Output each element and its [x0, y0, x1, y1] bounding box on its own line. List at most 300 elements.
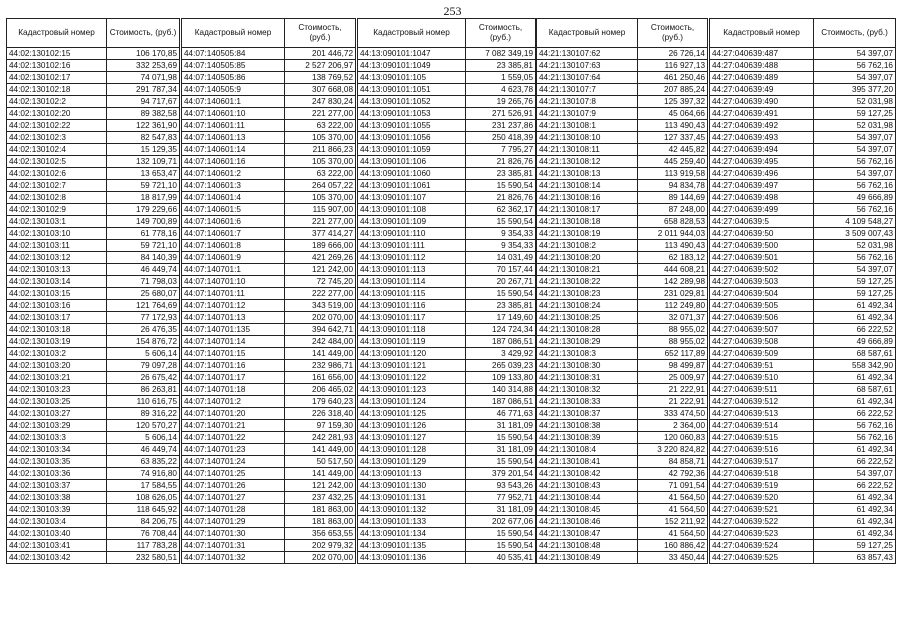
cost-value: 19 265,76	[466, 96, 536, 108]
cost-value: 88 955,02	[638, 336, 708, 348]
cadastral-number: 44:13:090101:133	[358, 516, 466, 528]
table-row	[7, 288, 180, 300]
cost-value: 222 277,00	[285, 288, 356, 300]
table-row	[182, 132, 356, 144]
table-row	[537, 96, 708, 108]
cadastral-number: 44:21:130108:13	[537, 168, 638, 180]
cost-value: 127 337,45	[638, 132, 708, 144]
table-row	[710, 492, 896, 504]
table-row	[537, 528, 708, 540]
cost-value: 56 762,16	[814, 432, 896, 444]
cadastral-number: 44:13:090101:115	[358, 288, 466, 300]
cost-value: 421 269,26	[285, 252, 356, 264]
cost-value: 93 543,26	[466, 480, 536, 492]
table-row	[358, 372, 536, 384]
table-row	[537, 480, 708, 492]
cadastral-number: 44:13:090101:1047	[358, 48, 466, 60]
cadastral-number: 44:07:140601:2	[182, 168, 285, 180]
cost-value: 202 979,32	[285, 540, 356, 552]
table-row	[7, 384, 180, 396]
cadastral-number: 44:07:140701:2	[182, 396, 285, 408]
cadastral-number: 44:27:040639:490	[710, 96, 814, 108]
cadastral-table-1	[6, 18, 180, 564]
table-row	[182, 240, 356, 252]
cadastral-number: 44:07:140701:135	[182, 324, 285, 336]
cost-value: 61 492,34	[814, 372, 896, 384]
cost-value: 77 172,93	[107, 312, 180, 324]
cost-value: 21 826,76	[466, 192, 536, 204]
table-row	[7, 516, 180, 528]
cadastral-number: 44:27:040639:493	[710, 132, 814, 144]
table-row	[358, 156, 536, 168]
cost-value: 72 745,20	[285, 276, 356, 288]
table-row	[537, 504, 708, 516]
table-row	[7, 120, 180, 132]
table-row	[537, 288, 708, 300]
cost-value: 25 009,97	[638, 372, 708, 384]
table-row	[7, 96, 180, 108]
cost-value: 54 397,07	[814, 144, 896, 156]
cost-value: 121 764,69	[107, 300, 180, 312]
table-row	[710, 192, 896, 204]
cadastral-number: 44:21:130108:21	[537, 264, 638, 276]
cadastral-number: 44:07:140601:8	[182, 240, 285, 252]
cadastral-number: 44:07:140701:15	[182, 348, 285, 360]
cost-value: 343 519,00	[285, 300, 356, 312]
cadastral-number: 44:13:090101:1049	[358, 60, 466, 72]
cadastral-number: 44:02:130102:9	[7, 204, 107, 216]
table-row	[7, 396, 180, 408]
cost-value: 115 907,00	[285, 204, 356, 216]
table-row	[358, 396, 536, 408]
table-row	[7, 468, 180, 480]
cost-value: 71 091,54	[638, 480, 708, 492]
cost-value: 61 492,34	[814, 396, 896, 408]
table-row	[710, 216, 896, 228]
cost-value: 89 382,58	[107, 108, 180, 120]
table-row	[358, 72, 536, 84]
cost-value: 2 364,00	[638, 420, 708, 432]
cadastral-table-3	[357, 18, 536, 564]
cost-value: 122 361,90	[107, 120, 180, 132]
table-row	[710, 228, 896, 240]
cost-value: 89 144,69	[638, 192, 708, 204]
cadastral-number: 44:02:130103:4	[7, 516, 107, 528]
cost-value: 13 653,47	[107, 168, 180, 180]
table-row	[7, 276, 180, 288]
cost-value: 112 249,80	[638, 300, 708, 312]
cadastral-number: 44:02:130103:3	[7, 432, 107, 444]
table-row	[358, 132, 536, 144]
cost-value: 237 432,25	[285, 492, 356, 504]
cadastral-number: 44:21:130107:9	[537, 108, 638, 120]
cadastral-number: 44:21:130108:45	[537, 504, 638, 516]
cost-value: 98 499,87	[638, 360, 708, 372]
table-row	[358, 348, 536, 360]
table-row	[358, 96, 536, 108]
table-row	[358, 432, 536, 444]
cost-value: 63 835,22	[107, 456, 180, 468]
table-row	[710, 432, 896, 444]
cadastral-number: 44:07:140505:86	[182, 72, 285, 84]
cadastral-number: 44:13:090101:1055	[358, 120, 466, 132]
table-row	[710, 408, 896, 420]
cadastral-number: 44:27:040639:509	[710, 348, 814, 360]
cost-value: 445 259,40	[638, 156, 708, 168]
table-row	[537, 192, 708, 204]
table-row	[182, 360, 356, 372]
table-row	[7, 84, 180, 96]
cost-value: 61 492,34	[814, 492, 896, 504]
table-row	[182, 348, 356, 360]
table-row	[7, 408, 180, 420]
cost-value: 161 656,00	[285, 372, 356, 384]
cost-header: Стоимость, (руб.)	[107, 19, 180, 48]
cadastral-number: 44:13:090101:129	[358, 456, 466, 468]
table-row	[358, 408, 536, 420]
table-row	[710, 312, 896, 324]
cost-value: 160 886,42	[638, 540, 708, 552]
cost-value: 232 986,71	[285, 360, 356, 372]
cost-value: 265 039,23	[466, 360, 536, 372]
cost-value: 4 623,78	[466, 84, 536, 96]
cost-value: 149 700,89	[107, 216, 180, 228]
cadastral-table-4	[536, 18, 708, 564]
table-row	[7, 72, 180, 84]
cost-value: 61 492,34	[814, 300, 896, 312]
cadastral-number: 44:02:130102:16	[7, 60, 107, 72]
cost-value: 59 127,25	[814, 288, 896, 300]
cadastral-number: 44:27:040639:518	[710, 468, 814, 480]
cadastral-number: 44:21:130108:48	[537, 540, 638, 552]
table-row	[537, 276, 708, 288]
cost-value: 52 031,98	[814, 240, 896, 252]
table-row	[7, 324, 180, 336]
cadastral-number: 44:21:130108:39	[537, 432, 638, 444]
cadastral-number: 44:13:090101:1056	[358, 132, 466, 144]
table-row	[182, 276, 356, 288]
cadastral-number: 44:21:130108:14	[537, 180, 638, 192]
table-row	[537, 396, 708, 408]
table-row	[182, 384, 356, 396]
table-row	[182, 420, 356, 432]
table-row	[710, 276, 896, 288]
table-row	[710, 156, 896, 168]
table-row	[537, 48, 708, 60]
table-row	[358, 336, 536, 348]
table-row	[7, 228, 180, 240]
cost-value: 26 476,35	[107, 324, 180, 336]
cadastral-number: 44:27:040639:492	[710, 120, 814, 132]
table-row	[7, 336, 180, 348]
cadastral-number: 44:21:130108:41	[537, 456, 638, 468]
table-row	[358, 528, 536, 540]
cadastral-number: 44:07:140601:13	[182, 132, 285, 144]
cost-value: 61 492,34	[814, 516, 896, 528]
table-row	[7, 432, 180, 444]
cost-value: 140 314,88	[466, 384, 536, 396]
cost-value: 226 318,40	[285, 408, 356, 420]
cost-header: Стоимость, (руб.)	[466, 19, 536, 48]
cost-value: 242 484,00	[285, 336, 356, 348]
cost-value: 15 590,54	[466, 432, 536, 444]
cost-value: 79 097,28	[107, 360, 180, 372]
cadastral-number: 44:13:090101:1052	[358, 96, 466, 108]
cost-value: 15 129,35	[107, 144, 180, 156]
table-row	[182, 300, 356, 312]
cadastral-number: 44:27:040639:510	[710, 372, 814, 384]
cadastral-number: 44:27:040639:502	[710, 264, 814, 276]
cadastral-number: 44:27:040639:520	[710, 492, 814, 504]
table-row	[710, 96, 896, 108]
table-row	[358, 504, 536, 516]
cadastral-number: 44:13:090101:124	[358, 396, 466, 408]
cadastral-number: 44:07:140601:3	[182, 180, 285, 192]
cost-value: 2 527 206,97	[285, 60, 356, 72]
table-row	[7, 372, 180, 384]
table-row	[182, 84, 356, 96]
cadastral-number: 44:02:130102:17	[7, 72, 107, 84]
table-row	[358, 516, 536, 528]
cadastral-number: 44:13:090101:105	[358, 72, 466, 84]
cost-value: 56 762,16	[814, 60, 896, 72]
table-row	[537, 408, 708, 420]
table-row	[710, 396, 896, 408]
table-row	[537, 540, 708, 552]
table-row	[537, 108, 708, 120]
cost-value: 94 717,67	[107, 96, 180, 108]
cadastral-number: 44:13:090101:13	[358, 468, 466, 480]
table-row	[710, 552, 896, 564]
table-row	[358, 312, 536, 324]
table-row	[7, 540, 180, 552]
cadastral-header: Кадастровый номер	[358, 19, 466, 48]
cost-value: 250 418,39	[466, 132, 536, 144]
cadastral-number: 44:27:040639:512	[710, 396, 814, 408]
table-row	[358, 552, 536, 564]
cadastral-header: Кадастровый номер	[182, 19, 285, 48]
cadastral-number: 44:07:140701:12	[182, 300, 285, 312]
cadastral-number: 44:02:130103:23	[7, 384, 107, 396]
cadastral-number: 44:02:130102:15	[7, 48, 107, 60]
cost-value: 15 590,54	[466, 456, 536, 468]
table-row	[358, 192, 536, 204]
cost-value: 66 222,52	[814, 480, 896, 492]
cadastral-header: Кадастровый номер	[710, 19, 814, 48]
table-row	[710, 384, 896, 396]
cost-value: 40 535,41	[466, 552, 536, 564]
cadastral-number: 44:13:090101:117	[358, 312, 466, 324]
table-row	[710, 120, 896, 132]
cost-value: 206 465,02	[285, 384, 356, 396]
cadastral-number: 44:21:130108:28	[537, 324, 638, 336]
cadastral-number: 44:02:130103:18	[7, 324, 107, 336]
table-row	[358, 168, 536, 180]
table-row	[358, 60, 536, 72]
cadastral-number: 44:13:090101:113	[358, 264, 466, 276]
table-row	[7, 192, 180, 204]
cost-value: 202 070,00	[285, 552, 356, 564]
table-row	[182, 72, 356, 84]
cost-value: 17 149,60	[466, 312, 536, 324]
table-row	[537, 444, 708, 456]
cost-value: 15 590,54	[466, 540, 536, 552]
table-row	[182, 468, 356, 480]
table-row	[537, 240, 708, 252]
table-row	[7, 144, 180, 156]
table-row	[537, 216, 708, 228]
cost-value: 26 675,42	[107, 372, 180, 384]
cadastral-number: 44:27:040639:497	[710, 180, 814, 192]
cadastral-number: 44:02:130103:10	[7, 228, 107, 240]
cadastral-number: 44:21:130108:38	[537, 420, 638, 432]
cost-value: 121 242,00	[285, 480, 356, 492]
cost-value: 15 590,54	[466, 216, 536, 228]
cadastral-number: 44:21:130108:44	[537, 492, 638, 504]
cost-value: 63 857,43	[814, 552, 896, 564]
cost-value: 59 127,25	[814, 276, 896, 288]
cadastral-number: 44:02:130102:4	[7, 144, 107, 156]
cost-value: 61 492,34	[814, 504, 896, 516]
cost-value: 63 222,00	[285, 168, 356, 180]
cadastral-number: 44:27:040639:524	[710, 540, 814, 552]
table-row	[710, 540, 896, 552]
cost-value: 59 127,25	[814, 540, 896, 552]
cadastral-number: 44:13:090101:120	[358, 348, 466, 360]
cadastral-number: 44:27:040639:514	[710, 420, 814, 432]
table-row	[7, 168, 180, 180]
table-row	[7, 444, 180, 456]
table-row	[710, 72, 896, 84]
cost-value: 652 117,89	[638, 348, 708, 360]
table-row	[710, 516, 896, 528]
cadastral-number: 44:07:140701:1	[182, 264, 285, 276]
table-row	[537, 156, 708, 168]
cadastral-number: 44:13:090101:122	[358, 372, 466, 384]
table-row	[182, 252, 356, 264]
table-row	[710, 348, 896, 360]
cadastral-number: 44:02:130103:15	[7, 288, 107, 300]
cadastral-number: 44:21:130107:8	[537, 96, 638, 108]
table-row	[182, 204, 356, 216]
cadastral-number: 44:02:130102:20	[7, 108, 107, 120]
cost-value: 54 397,07	[814, 72, 896, 84]
cadastral-number: 44:02:130103:36	[7, 468, 107, 480]
cadastral-number: 44:13:090101:1060	[358, 168, 466, 180]
table-row	[182, 516, 356, 528]
table-row	[537, 144, 708, 156]
table-row	[710, 444, 896, 456]
table-row	[358, 540, 536, 552]
cost-value: 271 526,91	[466, 108, 536, 120]
cadastral-number: 44:13:090101:107	[358, 192, 466, 204]
table-row	[537, 132, 708, 144]
table-row	[710, 456, 896, 468]
cost-value: 21 222,91	[638, 384, 708, 396]
cost-value: 45 064,66	[638, 108, 708, 120]
cost-value: 7 795,27	[466, 144, 536, 156]
cadastral-number: 44:27:040639:487	[710, 48, 814, 60]
table-row	[537, 228, 708, 240]
table-row	[182, 528, 356, 540]
cost-value: 76 708,44	[107, 528, 180, 540]
table-row	[358, 288, 536, 300]
cost-value: 74 071,98	[107, 72, 180, 84]
cost-value: 377 414,27	[285, 228, 356, 240]
cost-value: 54 397,07	[814, 168, 896, 180]
cost-value: 333 474,50	[638, 408, 708, 420]
cadastral-number: 44:21:130108:22	[537, 276, 638, 288]
cadastral-number: 44:27:040639:494	[710, 144, 814, 156]
cost-value: 61 778,16	[107, 228, 180, 240]
table-row	[710, 504, 896, 516]
cost-value: 121 242,00	[285, 264, 356, 276]
cadastral-number: 44:02:130103:27	[7, 408, 107, 420]
cadastral-number: 44:13:090101:108	[358, 204, 466, 216]
table-row	[710, 288, 896, 300]
cost-value: 120 060,83	[638, 432, 708, 444]
cadastral-number: 44:27:040639:506	[710, 312, 814, 324]
cost-value: 50 517,50	[285, 456, 356, 468]
cost-value: 56 762,16	[814, 180, 896, 192]
cost-value: 59 721,10	[107, 240, 180, 252]
cost-value: 32 071,37	[638, 312, 708, 324]
cadastral-number: 44:21:130108:3	[537, 348, 638, 360]
cost-value: 66 222,52	[814, 456, 896, 468]
cadastral-number: 44:07:140601:9	[182, 252, 285, 264]
table-header-row	[537, 19, 708, 48]
table-row	[537, 60, 708, 72]
cadastral-number: 44:27:040639:521	[710, 504, 814, 516]
cadastral-number: 44:02:130102:3	[7, 132, 107, 144]
cadastral-number: 44:02:130103:29	[7, 420, 107, 432]
table-row	[537, 336, 708, 348]
cadastral-number: 44:13:090101:111	[358, 240, 466, 252]
cost-value: 61 492,34	[814, 312, 896, 324]
cost-value: 307 668,08	[285, 84, 356, 96]
cost-value: 41 564,50	[638, 492, 708, 504]
cost-value: 94 834,78	[638, 180, 708, 192]
cost-value: 61 492,34	[814, 528, 896, 540]
cost-value: 86 263,81	[107, 384, 180, 396]
cadastral-table-5	[709, 18, 896, 564]
table-row	[182, 504, 356, 516]
cost-value: 49 666,89	[814, 336, 896, 348]
table-row	[182, 444, 356, 456]
cadastral-number: 44:21:130108:46	[537, 516, 638, 528]
cadastral-number: 44:07:140701:24	[182, 456, 285, 468]
cadastral-number: 44:27:040639:523	[710, 528, 814, 540]
cost-value: 116 927,13	[638, 60, 708, 72]
cost-value: 181 863,00	[285, 516, 356, 528]
cost-value: 113 919,58	[638, 168, 708, 180]
cadastral-number: 44:02:130103:34	[7, 444, 107, 456]
table-row	[7, 360, 180, 372]
table-row	[182, 156, 356, 168]
cadastral-number: 44:21:130108:1	[537, 120, 638, 132]
table-row	[7, 264, 180, 276]
cadastral-number: 44:21:130107:62	[537, 48, 638, 60]
table-row	[7, 156, 180, 168]
cost-value: 141 449,00	[285, 468, 356, 480]
cadastral-number: 44:21:130107:64	[537, 72, 638, 84]
table-row	[7, 132, 180, 144]
cadastral-number: 44:07:140701:14	[182, 336, 285, 348]
cost-value: 84 140,39	[107, 252, 180, 264]
cadastral-number: 44:02:130103:37	[7, 480, 107, 492]
cost-value: 124 724,34	[466, 324, 536, 336]
cost-value: 232 580,51	[107, 552, 180, 564]
